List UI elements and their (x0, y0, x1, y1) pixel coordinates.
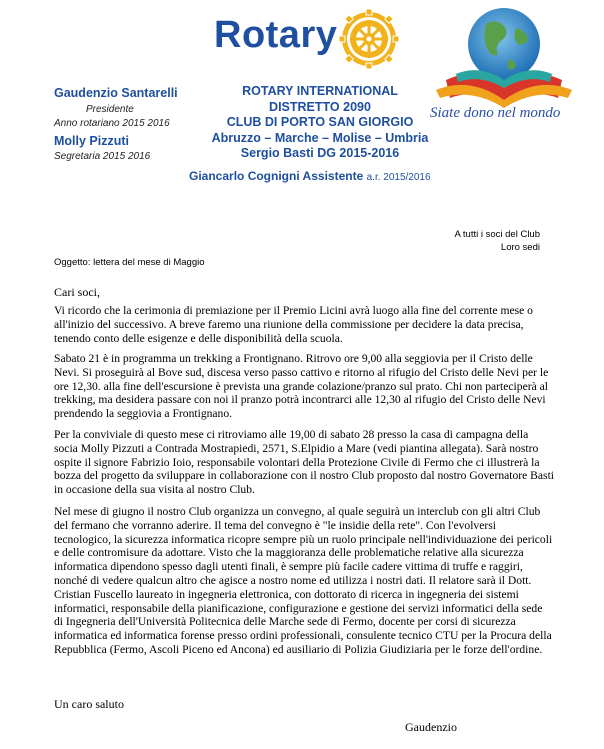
president-name: Gaudenzio Santarelli (54, 86, 178, 100)
paragraph: Sabato 21 è in programma un trekking a Frontignano. Ritrovo ore 9,00 alla seggiovia per il Cristo delle Nevi. Si proseguirà al Bove sud, discesa verso passo cattivo e ritorno al rifugio del Cristo delle Nevi per le ore 12,30. alla fine dell'escursione è prevista una grande colazione/pranzo sul prato. Chi non parteciperà al trekking, ma desidera passare con noi il pranzo potrà incontrarci alle 12,30 al rifugio del Cristo delle Nevi prendendo la seggiovia a Frontignano. (54, 352, 549, 421)
org-line: Abruzzo – Marche – Molise – Umbria (211, 130, 429, 145)
org-line: ROTARY INTERNATIONAL (242, 84, 398, 98)
signature: Gaudenzio (405, 720, 457, 734)
president-role: Presidente (86, 104, 134, 115)
address-line: A tutti i soci del Club (454, 229, 540, 240)
paragraph: Vi ricordo che la cerimonia di premiazione per il Premio Licini avrà luogo alla fine del corrente mese o all'inizio del successivo. A breve faremo una riunione della commissione per decidere la data precisa, tenendo conto delle esigenze e delle disponibilità della scuola. (54, 304, 533, 345)
organization-block (210, 84, 430, 162)
paragraph: Nel mese di giugno il nostro Club organizza un convegno, al quale seguirà un interclub con gli altri Club del fermano che vorranno aderire. Il tema del convegno è "le insidie della rete". Con l'evolversi tecnologico, la sicurezza informatica ricopre sempre più un ruolo principale nell'individuazione dei pericoli e delle contromisure da adottare. Visto che la maggioranza delle problematiche relative alla sicurezza informatica dipendono spesso dagli utenti finali, è sempre più facile cadere vittima di truffe e raggiri, nonché di vedere qualcun altro che agisce a nostro nome ed utilizza i nostri dati. Il relatore sarà il Dott. Cristian Fuscello laureato in ingegneria elettronica, con dottorato di ricerca in ingegneria dei sistemi informatici, responsabile della pianificazione, configurazione e gestione dei servizi informatici della sede di Ingegneria dell'Università Politecnica delle Marche sede di Fermo, docente per corsi di sicurezza informatica ed informatica forense presso ordini professionali, consulente tecnico CTU per la Procura della Repubblica (Fermo, Ascoli Piceno ed Ancona) ed ausiliario di Polizia Giudiziaria per le forze dell'ordine. (54, 505, 553, 656)
closing: Un caro saluto (54, 697, 124, 711)
org-line: Sergio Basti DG 2015-2016 (240, 146, 400, 160)
assistant-year: a.r. 2015/2016 (366, 172, 431, 183)
secretary-name: Molly Pizzuti (54, 134, 129, 148)
org-line: DISTRETTO 2090 (269, 99, 371, 114)
recipient-address (454, 228, 540, 254)
salutation: Cari soci, (54, 285, 100, 299)
assistant-line (189, 169, 431, 183)
rotary-wordmark: Rotary (214, 14, 338, 56)
rotary-motto: Siate dono nel mondo (430, 105, 561, 121)
globe-book-icon (426, 4, 580, 110)
assistant-name: Giancarlo Cognigni Assistente (189, 169, 364, 183)
president-year: Anno rotariano 2015 2016 (54, 118, 170, 129)
secretary-role: Segretaria 2015 2016 (54, 151, 151, 162)
address-line: Loro sedi (500, 242, 540, 253)
subject-line: Oggetto: lettera del mese di Maggio (54, 257, 205, 268)
org-line: CLUB DI PORTO SAN GIORGIO (226, 115, 414, 129)
rotary-wheel-icon (338, 8, 400, 70)
paragraph: Per la conviviale di questo mese ci ritroviamo alle 19,00 di sabato 28 presso la casa di campagna della socia Molly Pizzuti a Contrada Mostrapiedi, 2571, S.Elpidio a Mare (vedi piantina allegata). Sarà nostro ospite il signore Fabrizio Ioio, responsabile volontari della Protezione Civile di Fermo che ci illustrerà la bozza del progetto da sviluppare in collaborazione con il nostro Club proposto dal nostro Governatore Basti in occasione della sua visita al nostro Club. (54, 428, 555, 497)
